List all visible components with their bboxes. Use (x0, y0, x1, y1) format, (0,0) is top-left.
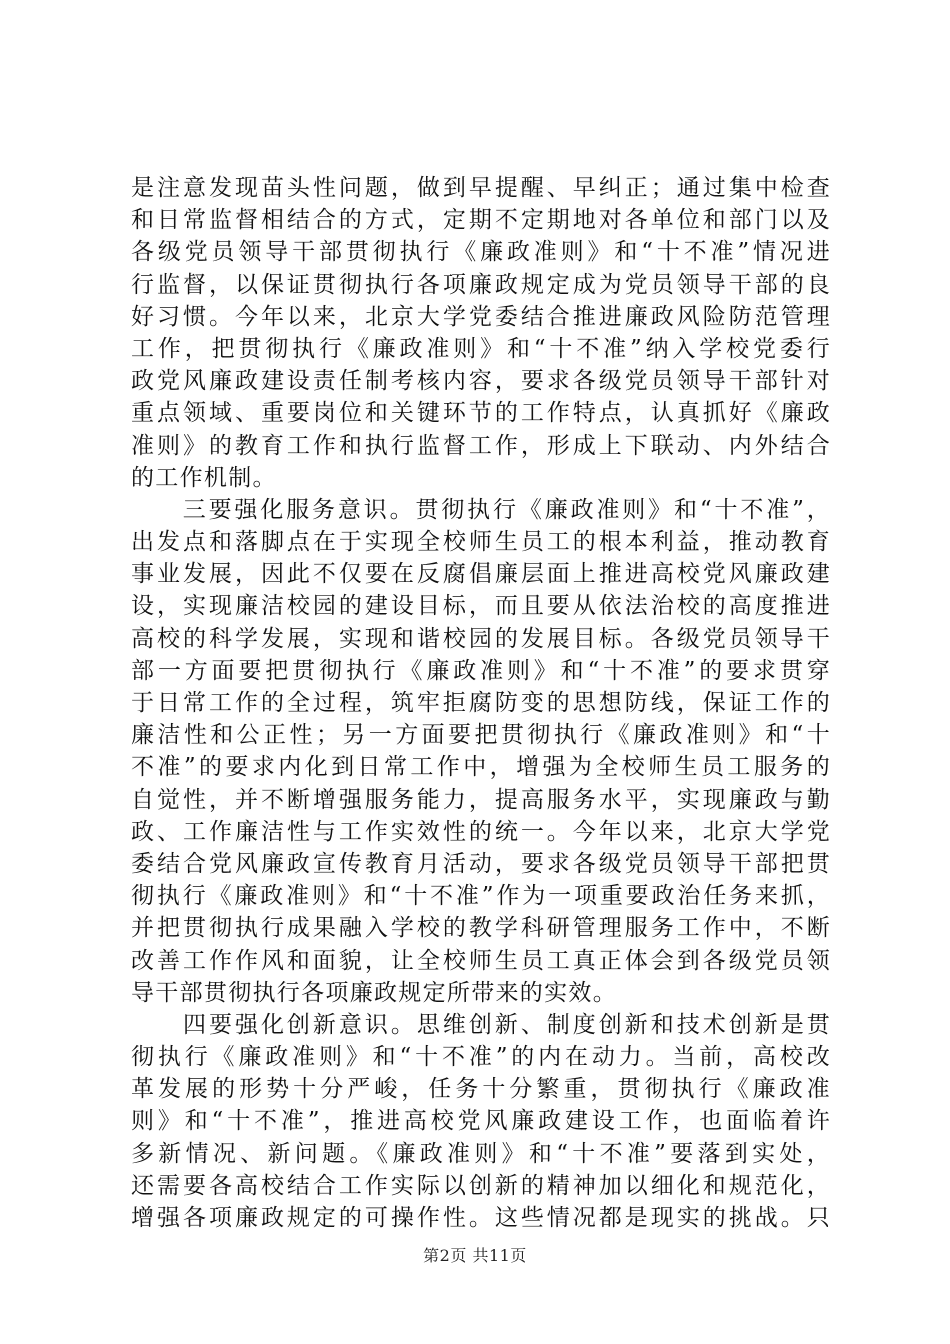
text-line: 和日常监督相结合的方式，定期不定期地对各单位和部门以及 (131, 207, 831, 234)
text-line: 部一方面要把贯彻执行《廉政准则》和“十不准”的要求贯穿 (131, 657, 831, 684)
page-footer: 第2页 共11页 (423, 1246, 527, 1265)
text-line: 工作，把贯彻执行《廉政准则》和“十不准”纳入学校党委行 (131, 335, 831, 362)
paragraph (131, 494, 831, 1009)
text-line: 并把贯彻执行成果融入学校的教学科研管理服务工作中，不断 (131, 915, 831, 942)
text-line: 的工作机制。 (131, 464, 277, 491)
text-line: 好习惯。今年以来，北京大学党委结合推进廉政风险防范管理 (131, 303, 831, 330)
text-line: 彻执行《廉政准则》和“十不准”的内在动力。当前，高校改 (131, 1044, 831, 1071)
paragraph (131, 1009, 831, 1234)
text-line: 四要强化创新意识。思维创新、制度创新和技术创新是贯 (131, 1011, 831, 1038)
text-line: 重点领域、重要岗位和关键环节的工作特点，认真抓好《廉政 (131, 400, 831, 427)
text-line: 政、工作廉洁性与工作实效性的统一。今年以来，北京大学党 (131, 818, 831, 845)
text-line: 不准”的要求内化到日常工作中，增强为全校师生员工服务的 (131, 754, 831, 781)
text-line: 出发点和落脚点在于实现全校师生员工的根本利益，推动教育 (131, 529, 831, 556)
text-line: 多新情况、新问题。《廉政准则》和“十不准”要落到实处， (131, 1140, 831, 1167)
text-line: 导干部贯彻执行各项廉政规定所带来的实效。 (131, 979, 617, 1006)
text-line: 改善工作作风和面貌，让全校师生员工真正体会到各级党员领 (131, 947, 831, 974)
text-line: 则》和“十不准”，推进高校党风廉政建设工作，也面临着许 (131, 1108, 831, 1135)
text-line: 事业发展，因此不仅要在反腐倡廉层面上推进高校党风廉政建 (131, 561, 831, 588)
text-line: 行监督，以保证贯彻执行各项廉政规定成为党员领导干部的良 (131, 271, 831, 298)
text-line: 准则》的教育工作和执行监督工作，形成上下联动、内外结合 (131, 432, 831, 459)
text-line: 委结合党风廉政宣传教育月活动，要求各级党员领导干部把贯 (131, 850, 831, 877)
text-line: 三要强化服务意识。贯彻执行《廉政准则》和“十不准”， (131, 496, 831, 523)
text-line: 彻执行《廉政准则》和“十不准”作为一项重要政治任务来抓， (131, 883, 831, 910)
document-body (131, 172, 831, 1234)
text-line: 政党风廉政建设责任制考核内容，要求各级党员领导干部针对 (131, 368, 831, 395)
text-line: 廉洁性和公正性；另一方面要把贯彻执行《廉政准则》和“十 (131, 722, 831, 749)
text-line: 自觉性，并不断增强服务能力，提高服务水平，实现廉政与勤 (131, 786, 831, 813)
text-line: 高校的科学发展，实现和谐校园的发展目标。各级党员领导干 (131, 625, 831, 652)
paragraph (131, 172, 831, 494)
text-line: 革发展的形势十分严峻，任务十分繁重，贯彻执行《廉政准 (131, 1076, 831, 1103)
text-line: 还需要各高校结合工作实际以创新的精神加以细化和规范化， (131, 1172, 831, 1199)
text-line: 增强各项廉政规定的可操作性。这些情况都是现实的挑战。只 (131, 1205, 831, 1231)
text-line: 设，实现廉洁校园的建设目标，而且要从依法治校的高度推进 (131, 593, 831, 620)
text-line: 各级党员领导干部贯彻执行《廉政准则》和“十不准”情况进 (131, 239, 831, 266)
text-line: 是注意发现苗头性问题，做到早提醒、早纠正；通过集中检查 (131, 175, 831, 201)
text-line: 于日常工作的全过程，筑牢拒腐防变的思想防线，保证工作的 (131, 690, 831, 716)
